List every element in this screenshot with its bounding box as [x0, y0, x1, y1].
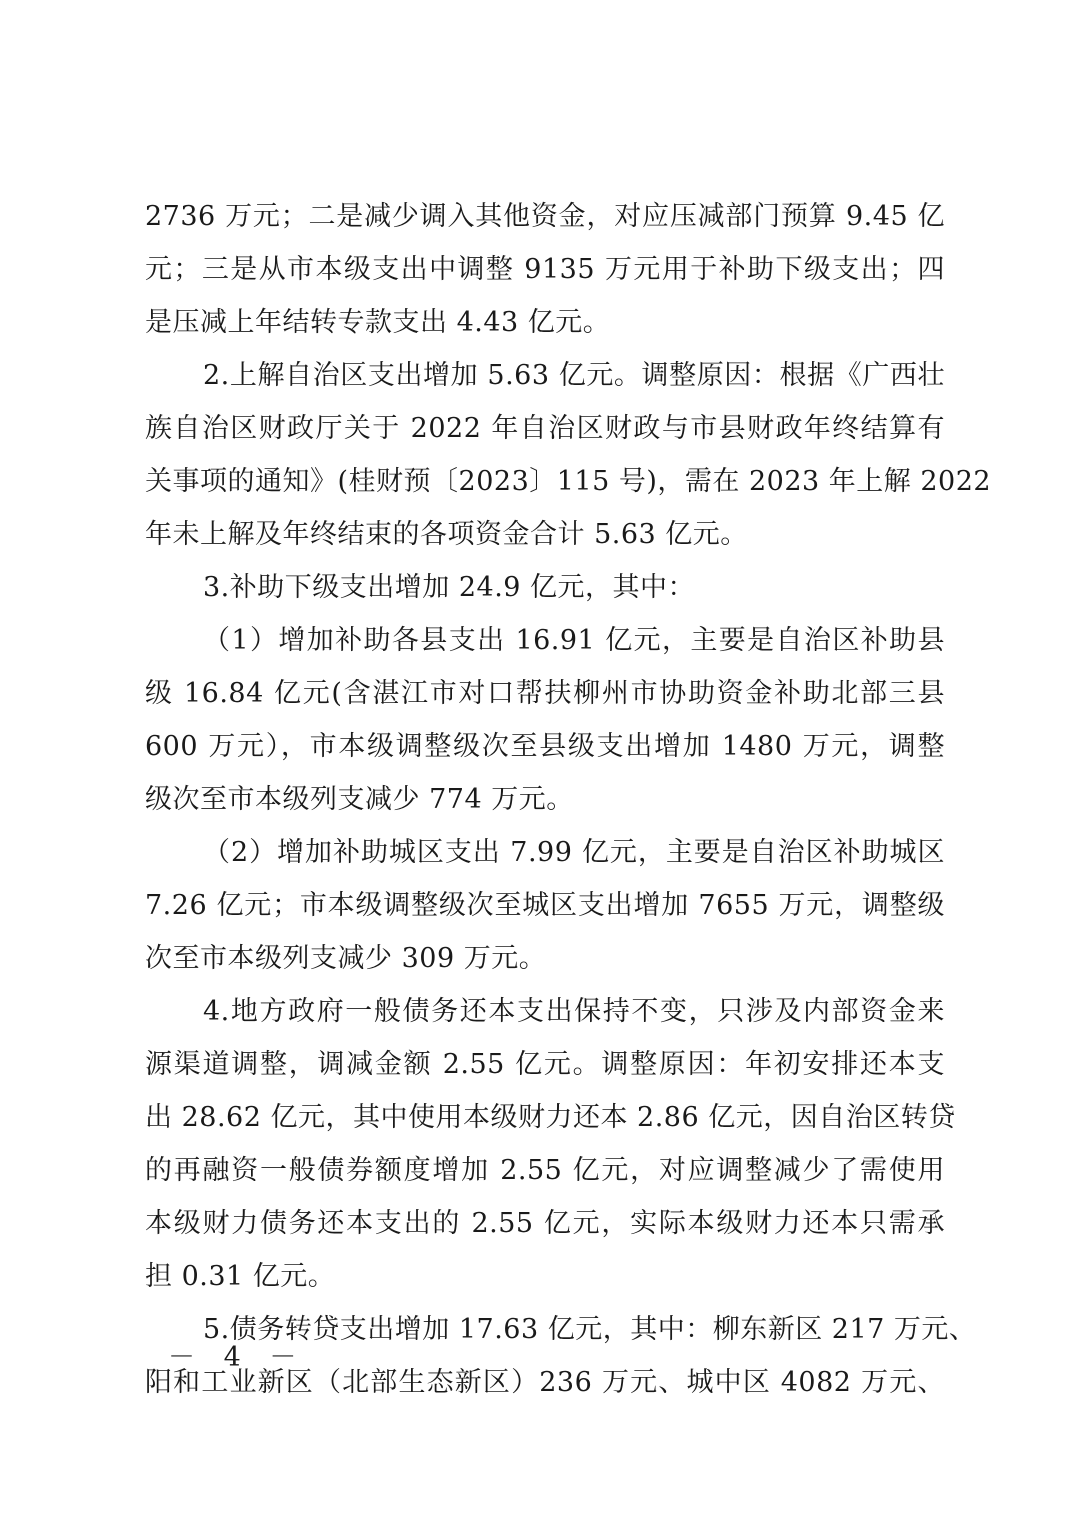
- text-line: 级次至市本级列支减少 774 万元。: [145, 784, 574, 815]
- text-line: 2.上解自治区支出增加 5.63 亿元。调整原因：根据《广西壮: [203, 360, 945, 391]
- text-line: （2）增加补助城区支出 7.99 亿元，主要是自治区补助城区: [203, 837, 945, 868]
- text-line: 的再融资一般债券额度增加 2.55 亿元，对应调整减少了需使用: [145, 1155, 945, 1186]
- text-line: 4.地方政府一般债务还本支出保持不变，只涉及内部资金来: [203, 996, 945, 1027]
- text-line: 年未上解及年终结束的各项资金合计 5.63 亿元。: [145, 519, 748, 550]
- text-line: 源渠道调整，调减金额 2.55 亿元。调整原因：年初安排还本支: [145, 1049, 945, 1080]
- text-line: 600 万元），市本级调整级次至县级支出增加 1480 万元，调整: [145, 731, 945, 762]
- text-line: 是压减上年结转专款支出 4.43 亿元。: [145, 307, 611, 338]
- text-line: 关事项的通知》(桂财预〔2023〕115 号)，需在 2023 年上解 2022: [145, 466, 992, 497]
- text-line: 出 28.62 亿元，其中使用本级财力还本 2.86 亿元，因自治区转贷: [145, 1102, 956, 1133]
- text-line: 次至市本级列支减少 309 万元。: [145, 943, 547, 974]
- text-line: 担 0.31 亿元。: [145, 1261, 336, 1292]
- text-line: 族自治区财政厅关于 2022 年自治区财政与市县财政年终结算有: [145, 413, 945, 444]
- text-line: 本级财力债务还本支出的 2.55 亿元，实际本级财力还本只需承: [145, 1208, 945, 1239]
- text-line: 元；三是从市本级支出中调整 9135 万元用于补助下级支出；四: [145, 254, 945, 285]
- body-text: [145, 190, 992, 1409]
- text-line: 7.26 亿元；市本级调整级次至城区支出增加 7655 万元，调整级: [145, 890, 945, 921]
- text-line: 阳和工业新区（北部生态新区）236 万元、城中区 4082 万元、: [145, 1367, 945, 1398]
- text-line: （1）增加补助各县支出 16.91 亿元，主要是自治区补助县: [203, 625, 945, 656]
- text-line: 5.债务转贷支出增加 17.63 亿元，其中：柳东新区 217 万元、: [203, 1314, 977, 1345]
- text-line: 2736 万元；二是减少调入其他资金，对应压减部门预算 9.45 亿: [145, 201, 945, 232]
- text-line: 级 16.84 亿元(含湛江市对口帮扶柳州市协助资金补助北部三县: [145, 678, 945, 709]
- page-number: － 4 －: [168, 1342, 307, 1373]
- text-line: 3.补助下级支出增加 24.9 亿元，其中：: [203, 572, 696, 603]
